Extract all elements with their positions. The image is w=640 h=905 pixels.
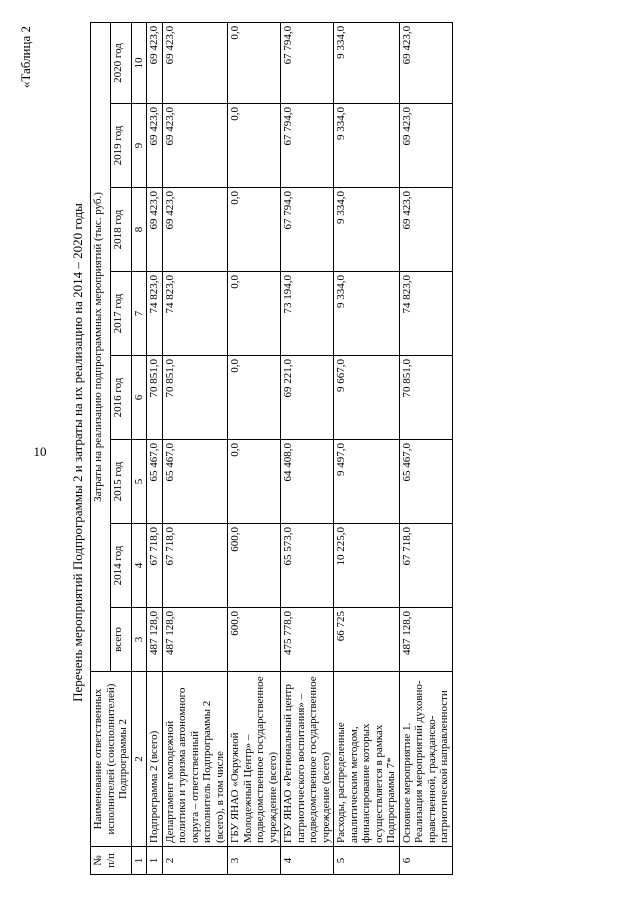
table-note: «Таблица 2 bbox=[18, 26, 33, 89]
column-index: 3 bbox=[131, 608, 147, 672]
header-year: 2019 год bbox=[111, 104, 131, 188]
row-year-value-cell: 67 794,0 bbox=[281, 104, 334, 188]
row-year-value-cell: 9 334,0 bbox=[334, 188, 400, 272]
column-index: 8 bbox=[131, 188, 147, 272]
column-index: 2 bbox=[131, 672, 147, 847]
row-year-value-cell: 69 423,0 bbox=[147, 22, 163, 103]
row-number-cell: 3 bbox=[228, 847, 281, 875]
row-year-value-cell: 69 423,0 bbox=[162, 188, 228, 272]
header-num: № п/п bbox=[91, 847, 132, 875]
table-row bbox=[399, 22, 452, 874]
row-year-value-cell: 0,0 bbox=[228, 104, 281, 188]
row-number-cell: 2 bbox=[162, 847, 228, 875]
header-year: 2020 год bbox=[111, 22, 131, 103]
row-total-cell: 487 128,0 bbox=[147, 608, 163, 672]
row-year-value-cell: 0,0 bbox=[228, 356, 281, 440]
header-name: Наименование ответственных исполнителей (соисполнителей) Подпрограммы 2 bbox=[91, 672, 132, 847]
header-year: 2014 год bbox=[111, 524, 131, 608]
row-year-value-cell: 67 794,0 bbox=[281, 22, 334, 103]
row-year-value-cell: 69 423,0 bbox=[399, 188, 452, 272]
table-row bbox=[162, 22, 228, 874]
expenditure-table bbox=[90, 22, 453, 875]
row-year-value-cell: 74 823,0 bbox=[399, 272, 452, 356]
row-number-cell: 4 bbox=[281, 847, 334, 875]
row-year-value-cell: 73 194,0 bbox=[281, 272, 334, 356]
row-total-cell: 600,0 bbox=[228, 608, 281, 672]
row-year-value-cell: 65 467,0 bbox=[399, 440, 452, 524]
table-title: Перечень мероприятий Подпрограммы 2 и затраты на их реализацию на 2014 – 2020 годы bbox=[70, 203, 85, 702]
row-year-value-cell: 67 794,0 bbox=[281, 188, 334, 272]
row-year-value-cell: 65 467,0 bbox=[162, 440, 228, 524]
row-year-value-cell: 0,0 bbox=[228, 272, 281, 356]
row-year-value-cell: 69 221,0 bbox=[281, 356, 334, 440]
header-total: всего bbox=[111, 608, 131, 672]
table-row bbox=[147, 22, 163, 874]
row-year-value-cell: 69 423,0 bbox=[399, 22, 452, 103]
row-total-cell: 66 725 bbox=[334, 608, 400, 672]
column-index: 6 bbox=[131, 356, 147, 440]
row-year-value-cell: 9 334,0 bbox=[334, 22, 400, 103]
row-year-value-cell: 69 423,0 bbox=[147, 104, 163, 188]
table-row bbox=[228, 22, 281, 874]
row-name-cell: ГБУ ЯНАО «Региональный центр патриотического воспитания» – подведомственное государственное учреждение (всего) bbox=[281, 672, 334, 847]
header-year: 2016 год bbox=[111, 356, 131, 440]
row-year-value-cell: 70 851,0 bbox=[162, 356, 228, 440]
row-number-cell: 6 bbox=[399, 847, 452, 875]
row-year-value-cell: 67 718,0 bbox=[162, 524, 228, 608]
row-number-cell: 1 bbox=[147, 847, 163, 875]
row-year-value-cell: 9 334,0 bbox=[334, 272, 400, 356]
row-year-value-cell: 69 423,0 bbox=[162, 22, 228, 103]
row-year-value-cell: 9 334,0 bbox=[334, 104, 400, 188]
row-name-cell: Подпрограмма 2 (всего) bbox=[147, 672, 163, 847]
table-row bbox=[281, 22, 334, 874]
row-year-value-cell: 70 851,0 bbox=[147, 356, 163, 440]
row-year-value-cell: 70 851,0 bbox=[399, 356, 452, 440]
header-year: 2017 год bbox=[111, 272, 131, 356]
row-year-value-cell: 0,0 bbox=[228, 22, 281, 103]
table-row bbox=[334, 22, 400, 874]
page-number: 10 bbox=[33, 444, 47, 459]
row-year-value-cell: 65 573,0 bbox=[281, 524, 334, 608]
row-name-cell: ГБУ ЯНАО «Окружной Молодежный Центр» – подведомственное государственное учреждение (всего) bbox=[228, 672, 281, 847]
row-year-value-cell: 9 497,0 bbox=[334, 440, 400, 524]
row-total-cell: 487 128,0 bbox=[162, 608, 228, 672]
row-year-value-cell: 0,0 bbox=[228, 188, 281, 272]
row-year-value-cell: 67 718,0 bbox=[147, 524, 163, 608]
row-name-cell: Расходы, распределенные аналитическим методом, финансирование которых осуществляется в рамках Подпрограммы 7* bbox=[334, 672, 400, 847]
row-year-value-cell: 69 423,0 bbox=[399, 104, 452, 188]
column-index: 10 bbox=[131, 22, 147, 103]
row-year-value-cell: 74 823,0 bbox=[147, 272, 163, 356]
row-year-value-cell: 10 225,0 bbox=[334, 524, 400, 608]
row-year-value-cell: 67 718,0 bbox=[399, 524, 452, 608]
row-year-value-cell: 69 423,0 bbox=[162, 104, 228, 188]
row-name-cell: Департамент молодежной политики и туризма автономного округа – ответственный исполнитель Подпрограммы 2 (всего), в том числе bbox=[162, 672, 228, 847]
row-total-cell: 487 128,0 bbox=[399, 608, 452, 672]
row-year-value-cell: 74 823,0 bbox=[162, 272, 228, 356]
row-year-value-cell: 600,0 bbox=[228, 524, 281, 608]
row-name-cell: Основное мероприятие 1. Реализация мероприятий духовно-нравственной, гражданско-патриотической направленности bbox=[399, 672, 452, 847]
row-year-value-cell: 9 667,0 bbox=[334, 356, 400, 440]
column-index-row bbox=[131, 22, 147, 874]
row-year-value-cell: 65 467,0 bbox=[147, 440, 163, 524]
column-index: 4 bbox=[131, 524, 147, 608]
column-index: 7 bbox=[131, 272, 147, 356]
column-index: 1 bbox=[131, 847, 147, 875]
header-year: 2015 год bbox=[111, 440, 131, 524]
row-year-value-cell: 0,0 bbox=[228, 440, 281, 524]
header-year: 2018 год bbox=[111, 188, 131, 272]
row-number-cell: 5 bbox=[334, 847, 400, 875]
row-year-value-cell: 64 408,0 bbox=[281, 440, 334, 524]
header-costs: Затраты на реализацию подпрограммных мероприятий (тыс. руб.) bbox=[91, 22, 111, 671]
column-index: 5 bbox=[131, 440, 147, 524]
row-total-cell: 475 778,0 bbox=[281, 608, 334, 672]
row-year-value-cell: 69 423,0 bbox=[147, 188, 163, 272]
column-index: 9 bbox=[131, 104, 147, 188]
